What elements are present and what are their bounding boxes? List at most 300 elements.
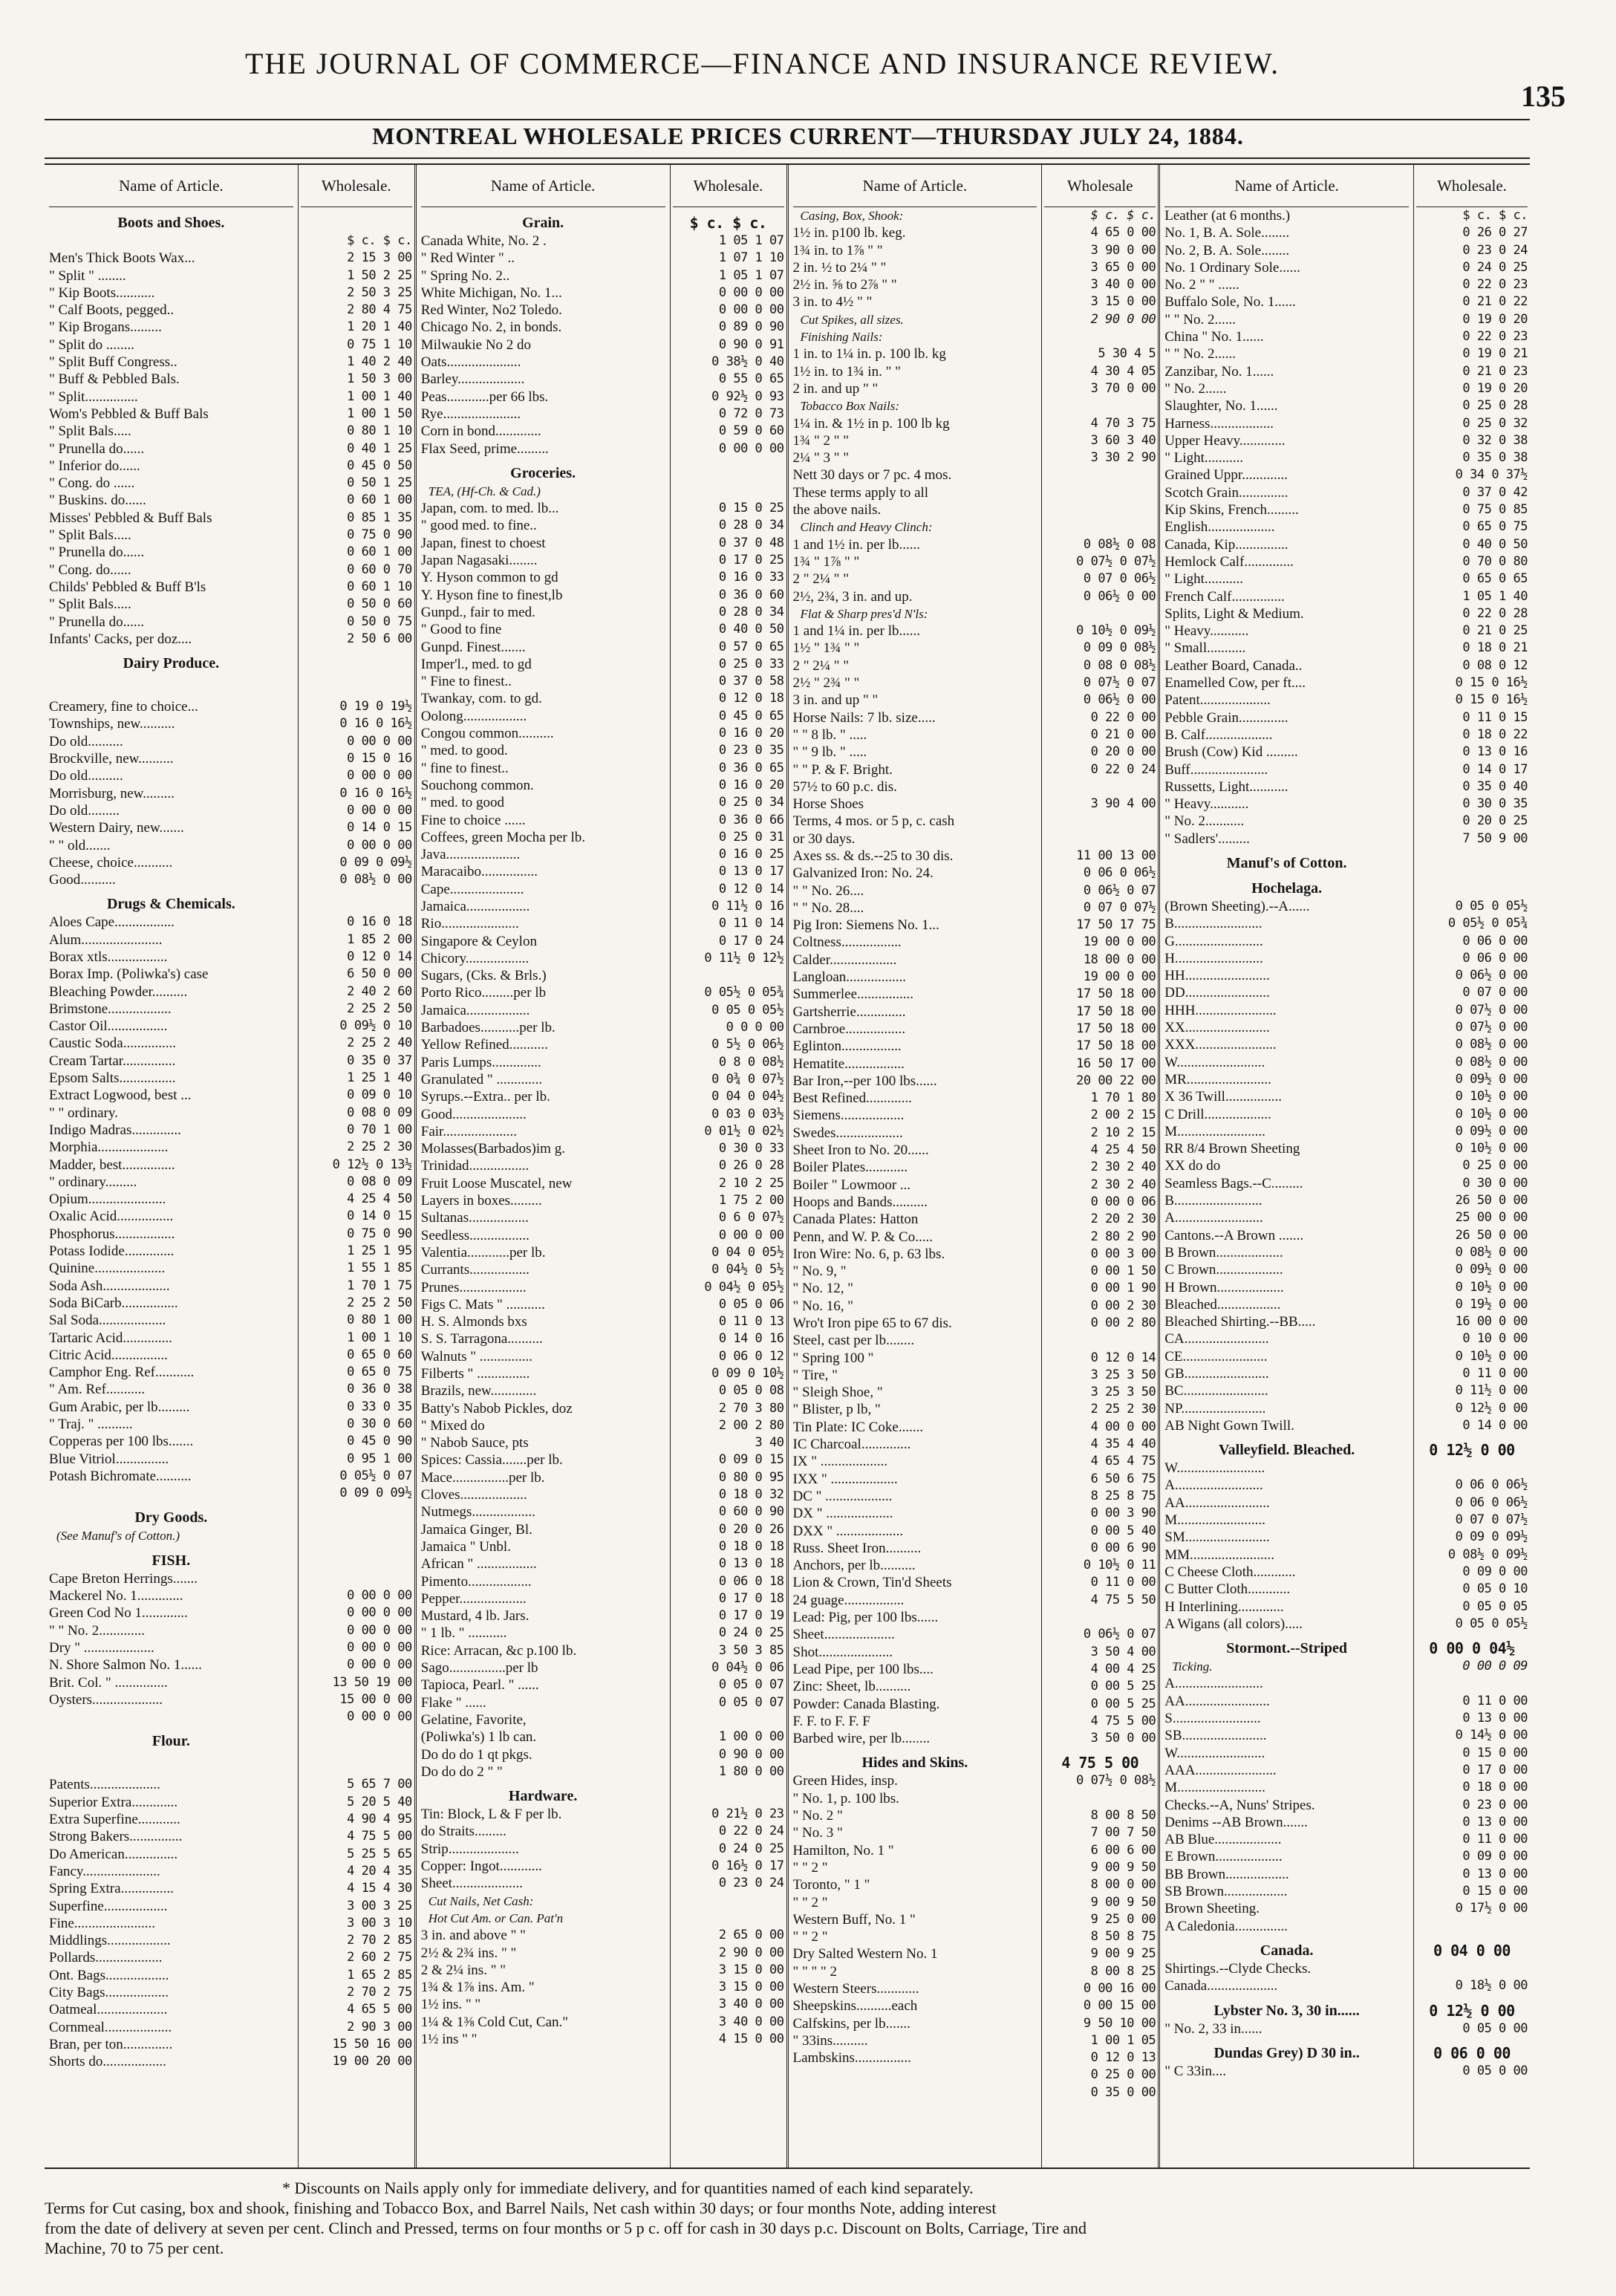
wholesale-price: 0 10½ 0 00 — [1455, 1089, 1528, 1105]
article-name: Galvanized Iron: No. 24. — [792, 865, 934, 882]
article-name: " " 8 lb. " ..... — [792, 726, 867, 743]
article-name: 2 " 2¼ " " — [792, 657, 850, 674]
wholesale-price: 0 08 0 08½ — [1083, 657, 1156, 673]
article-name: M......................... — [1164, 1123, 1265, 1139]
article-name: Castor Oil................. — [49, 1018, 168, 1035]
wholesale-price: 0 50 1 25 — [347, 475, 412, 491]
article-name: Do do do 1 qt pkgs. — [420, 1746, 532, 1763]
wholesale-price: 0 26 0 28 — [718, 1158, 784, 1174]
wholesale-price: 0 0 0 00 — [726, 1020, 784, 1035]
article-name: or 30 days. — [792, 830, 856, 847]
article-name: Casing, Box, Shook: — [800, 209, 904, 223]
article-name: X 36 Twill................ — [1164, 1089, 1282, 1105]
wholesale-price: 1 55 1 85 — [347, 1261, 412, 1276]
wholesale-price: 2 60 2 75 — [347, 1950, 412, 1965]
wholesale-price: 3 50 0 00 — [1090, 1731, 1156, 1746]
wholesale-price: 2 40 2 60 — [347, 983, 412, 999]
article-name: DXX " ................... — [792, 1523, 904, 1539]
article-name: Fancy...................... — [49, 1863, 160, 1879]
wholesale-price: 0 59 0 60 — [718, 423, 784, 439]
wholesale-price — [301, 648, 412, 673]
article-name: 1¼ & 1⅜ Cold Cut, Can." — [420, 2014, 569, 2030]
article-name — [49, 1751, 293, 1776]
wholesale-price: 0 11 0 14 — [718, 916, 784, 931]
article-name: Anchors, per lb.......... — [792, 1558, 916, 1574]
top-rule — [45, 119, 1530, 120]
category-heading: Hochelaga. — [1251, 879, 1323, 897]
article-name: 2 " 2¼ " " — [792, 571, 850, 588]
wholesale-price: 3 40 0 00 — [718, 2014, 784, 2029]
wholesale-price: 0 17 0 24 — [718, 933, 784, 949]
wholesale-price: 0 17 0 19 — [718, 1608, 784, 1624]
article-name: " med. to good — [420, 795, 504, 811]
article-name: " No. 16, " — [792, 1298, 853, 1314]
wholesale-price: 0 12½ 0 00 — [1455, 1400, 1528, 1416]
journal-title: THE JOURNAL OF COMMERCE—FINANCE AND INSURANCE REVIEW. — [245, 47, 1280, 80]
wholesale-price: 0 09 0 00 — [1462, 1849, 1528, 1864]
article-name: Japan, finest to choest — [420, 535, 546, 551]
article-name: Barley................... — [420, 371, 525, 388]
wholesale-price: 0 09 0 09½ — [339, 1486, 412, 1501]
wholesale-price: 0 24 0 25 — [1462, 259, 1528, 275]
article-name: Batty's Nabob Pickles, doz — [420, 1400, 573, 1417]
wholesale-price: 1 20 1 40 — [347, 319, 412, 335]
wholesale-price: 0 60 0 90 — [718, 1504, 784, 1520]
article-name: Spices: Cassia.......per lb. — [420, 1452, 563, 1469]
wholesale-price: 0 25 0 00 — [1090, 2067, 1156, 2083]
wholesale-price: 19 00 20 00 — [332, 2054, 412, 2069]
wholesale-price: 0 60 1 10 — [347, 579, 412, 594]
article-name: SM........................ — [1164, 1529, 1270, 1546]
article-name: Jamaica " Unbl. — [420, 1538, 511, 1555]
article-name: Ont. Bags.................. — [49, 1967, 169, 1983]
wholesale-price: 0 22 0 00 — [1090, 709, 1156, 725]
article-name: Langloan................. — [792, 969, 907, 986]
article-name: Tapioca, Pearl. " ...... — [420, 1677, 539, 1694]
article-name: " No. 2...... — [1164, 380, 1227, 397]
article-name: Brazils, new............. — [420, 1383, 537, 1399]
article-name: C Drill................... — [1164, 1106, 1271, 1122]
wholesale-price: 0 04 0 05½ — [711, 1244, 784, 1260]
wholesale-price: 0 05 0 10 — [1462, 1581, 1528, 1597]
category-heading: Groceries. — [510, 464, 576, 481]
article-name: Clinch and Heavy Clinch: — [800, 520, 933, 535]
wholesale-price: 0 25 0 00 — [1462, 1158, 1528, 1174]
footnote-line: Terms for Cut casing, box and shook, finishing and Tobacco Box, and Barrel Nails, Net cash within 30 days; or four months Note, adding interest — [45, 2199, 997, 2217]
article-name: XX do do — [1164, 1158, 1221, 1174]
article-name: Flax Seed, prime......... — [420, 440, 549, 457]
article-name — [49, 232, 293, 250]
article-name: " Kip Boots........... — [49, 284, 155, 301]
wholesale-price: 0 35 0 00 — [1090, 2084, 1156, 2100]
article-name: 1¾ " 2 " " — [792, 432, 850, 449]
article-name: Splits, Light & Medium. — [1164, 605, 1304, 622]
article-name: Upper Heavy............. — [1164, 432, 1286, 449]
wholesale-price — [1044, 501, 1156, 518]
article-name: G......................... — [1164, 933, 1263, 949]
article-name: " Light........... — [1164, 571, 1244, 588]
article-name: Cheese, choice........... — [49, 854, 173, 871]
wholesale-price: 0 14 0 00 — [1462, 1417, 1528, 1433]
article-name: China " No. 1...... — [1164, 329, 1264, 345]
wholesale-price: 0 08 0 12 — [1462, 657, 1528, 673]
article-name: Siemens.................. — [792, 1108, 905, 1124]
article-name: Fine....................... — [49, 1915, 156, 1931]
wholesale-price: 0 14 0 15 — [347, 1209, 412, 1224]
article-name: Gartsherrie.............. — [792, 1004, 906, 1020]
wholesale-price: 0 80 0 95 — [718, 1469, 784, 1485]
article-name: W......................... — [1164, 1460, 1265, 1477]
wholesale-price: 0 00 0 00 — [347, 1605, 412, 1621]
wholesale-price: 0 23 0 24 — [1462, 242, 1528, 258]
article-name: Good.......... — [49, 872, 116, 888]
article-name: " " old....... — [49, 837, 111, 853]
wholesale-price — [673, 967, 784, 984]
article-name: " Split Bals..... — [49, 596, 131, 613]
article-name: White Michigan, No. 1... — [420, 284, 562, 301]
wholesale-price: 0 15 0 16½ — [1455, 692, 1528, 708]
article-name: S. S. Tarragona.......... — [420, 1331, 543, 1347]
article-name-column — [789, 165, 1043, 2167]
article-name: " " 2 " — [792, 1859, 828, 1876]
wholesale-price: 0 22 0 28 — [1462, 605, 1528, 621]
article-name: " Calf Boots, pegged.. — [49, 302, 175, 319]
article-name: Singapore & Ceylon — [420, 933, 537, 949]
wholesale-price: 0 05 0 05½ — [711, 1002, 784, 1018]
article-name: B. Calf................... — [1164, 726, 1273, 743]
article-name: Brimstone.................. — [49, 1001, 172, 1017]
article-name: A......................... — [1164, 1676, 1263, 1692]
wholesale-price: 0 30 0 35 — [1462, 796, 1528, 812]
wholesale-price: 0 90 0 91 — [718, 336, 784, 352]
article-name: Oxalic Acid................ — [49, 1209, 174, 1225]
wholesale-price: 0 25 0 28 — [1462, 398, 1528, 414]
article-name: Souchong common. — [420, 777, 534, 793]
wholesale-price: 2 50 6 00 — [347, 631, 412, 646]
article-name: F. F. to F. F. F — [792, 1713, 870, 1729]
wholesale-price: 0 15 0 16½ — [1455, 675, 1528, 691]
article-name: Cut Nails, Net Cash: — [428, 1893, 534, 1908]
article-name: Brown Sheeting. — [1164, 1901, 1260, 1917]
wholesale-price: 3 30 2 90 — [1090, 450, 1156, 466]
article-name: Bran, per ton.............. — [49, 2036, 173, 2052]
article-name: Extra Superfine............ — [49, 1812, 180, 1828]
article-name: AB Blue................... — [1164, 1832, 1282, 1848]
article-name: Soda Ash................... — [49, 1278, 170, 1294]
wholesale-price — [1416, 848, 1528, 873]
article-name: Barbadoes...........per lb. — [420, 1020, 556, 1036]
wholesale-price: 0 12½ 0 13½ — [332, 1157, 412, 1172]
article-name: " Tire, " — [792, 1367, 838, 1383]
wholesale-price: 0 25 0 34 — [718, 795, 784, 810]
article-name: Dry " .................... — [49, 1639, 154, 1656]
wholesale-price: 3 40 — [755, 1435, 784, 1451]
wholesale-price: 0 10½ 0 09½ — [1076, 623, 1156, 639]
article-name: C Butter Cloth............ — [1164, 1581, 1291, 1598]
article-name: Fruit Loose Muscatel, new — [420, 1175, 573, 1191]
article-name: AB Night Gown Twill. — [1164, 1417, 1294, 1434]
article-name: Oysters.................... — [49, 1691, 163, 1708]
wholesale-price: 0 07½ 0 07½ — [1076, 553, 1156, 569]
category-heading: Dundas Grey) D 30 in.. — [1213, 2044, 1360, 2061]
article-name: Morphia.................... — [49, 1139, 169, 1156]
wholesale-price: 9 00 9 50 — [1090, 1894, 1156, 1910]
article-name: CE........................ — [1164, 1348, 1268, 1365]
wholesale-price: 0 08½ 0 08 — [1083, 536, 1156, 552]
wholesale-price: 0 22 0 24 — [1090, 761, 1156, 777]
wholesale-price: 2 00 2 15 — [1090, 1108, 1156, 1123]
wholesale-price: 0 65 0 75 — [347, 1365, 412, 1380]
article-name: Red Winter, No2 Toledo. — [420, 302, 562, 319]
article-name: S......................... — [1164, 1711, 1261, 1727]
wholesale-price: 0 20 0 00 — [1090, 744, 1156, 760]
article-name: " " No. 2...... — [1164, 311, 1236, 328]
article-name: C Brown................... — [1164, 1262, 1283, 1278]
wholesale-price: 0 05 0 05 — [1462, 1599, 1528, 1614]
article-name: do Straits......... — [420, 1824, 506, 1840]
wholesale-price: 2 70 2 85 — [347, 1933, 412, 1948]
wholesale-price: 1 50 3 00 — [347, 371, 412, 387]
wholesale-price: 0 13 0 00 — [1462, 1711, 1528, 1726]
wholesale-price: 3 90 0 00 — [1090, 242, 1156, 258]
article-name: Sultanas................. — [420, 1210, 529, 1226]
article-name: Hamilton, No. 1 " — [792, 1842, 894, 1858]
article-name: 57½ to 60 p.c. dis. — [792, 778, 897, 795]
article-name: Green Hides, insp. — [792, 1773, 898, 1789]
wholesale-price — [301, 1502, 412, 1527]
wholesale-price — [1044, 328, 1156, 345]
article-name: B Brown................... — [1164, 1244, 1283, 1261]
article-name: Slaughter, No. 1...... — [1164, 398, 1278, 414]
article-name: Horse Nails: 7 lb. size..... — [792, 709, 936, 726]
wholesale-price: 2 50 3 25 — [347, 284, 412, 300]
wholesale-price: 2 30 2 40 — [1090, 1160, 1156, 1175]
wholesale-price: 0 13 0 00 — [1462, 1866, 1528, 1882]
article-name: A Caledonia............... — [1164, 1918, 1288, 1934]
wholesale-price: 0 03 0 03½ — [711, 1106, 784, 1122]
article-name: " Spring 100 " — [792, 1350, 874, 1366]
article-name: Cornmeal................... — [49, 2019, 172, 2035]
wholesale-price: 0 00 2 30 — [1090, 1298, 1156, 1313]
wholesale-price: 0 00 1 90 — [1090, 1281, 1156, 1296]
wholesale-price — [301, 1545, 412, 1570]
wholesale-price: 0 04 0 04½ — [711, 1089, 784, 1105]
article-name: " Am. Ref........... — [49, 1382, 146, 1398]
wholesale-price: 0 00 3 00 — [1090, 1246, 1156, 1261]
wholesale-price: 17 50 18 00 — [1076, 1004, 1156, 1019]
article-name: 1 in. to 1¼ in. p. 100 lb. kg — [792, 346, 946, 362]
wholesale-price: 0 11 0 00 — [1090, 1575, 1156, 1590]
article-name: Boiler Plates............ — [792, 1160, 908, 1176]
wholesale-price: 3 50 3 85 — [718, 1642, 784, 1658]
article-name: 2 in. and up " " — [792, 380, 879, 397]
wholesale-price: 0 11 0 00 — [1462, 1366, 1528, 1381]
article-name: Barbed wire, per lb........ — [792, 1731, 931, 1747]
wholesale-price: 0 14 0 16 — [718, 1331, 784, 1347]
article-name: " No. 2, 33 in...... — [1164, 2020, 1262, 2037]
article-name: " Prunella do...... — [49, 614, 145, 630]
article-name: MR........................ — [1164, 1071, 1271, 1087]
article-name: Good..................... — [420, 1106, 527, 1122]
wholesale-price: 26 50 0 00 — [1455, 1193, 1528, 1209]
column-header: Wholesale. — [673, 165, 784, 207]
article-name: Prunes................... — [420, 1279, 527, 1295]
wholesale-price: 0 50 0 60 — [347, 596, 412, 612]
article-name: Flat & Sharp pres'd N'ls: — [800, 606, 928, 621]
wholesale-price: 2 15 3 00 — [347, 250, 412, 266]
wholesale-price: 0 26 0 27 — [1462, 225, 1528, 241]
wholesale-price: 0 36 0 66 — [718, 812, 784, 827]
wholesale-price: 4 65 5 00 — [347, 2002, 412, 2017]
wholesale-price: 0 70 1 00 — [347, 1122, 412, 1137]
article-name: Superior Extra............. — [49, 1794, 178, 1810]
wholesale-price: 4 75 5 00 — [347, 1829, 412, 1844]
wholesale-price: 2 25 2 30 — [1090, 1402, 1156, 1417]
wholesale-price: 3 50 4 00 — [1090, 1644, 1156, 1659]
article-name: " " No. 28.... — [792, 900, 864, 916]
article-name: Best Refined............. — [792, 1090, 912, 1107]
article-name: Java..................... — [420, 847, 521, 863]
article-name: 1 and 1¼ in. per lb...... — [792, 623, 921, 640]
category-heading: Boots and Shoes. — [117, 215, 225, 231]
wholesale-price: 18 00 0 00 — [1083, 952, 1156, 967]
article-name: Zinc: Sheet, lb.......... — [792, 1679, 911, 1695]
wholesale-price: 1 05 1 07 — [718, 267, 784, 283]
article-name: XX........................ — [1164, 1020, 1270, 1036]
article-name — [49, 1708, 293, 1726]
article-name: Sal Soda................... — [49, 1313, 166, 1329]
wholesale-price: 4 75 5 50 — [1090, 1592, 1156, 1607]
article-name: Alum....................... — [49, 931, 163, 948]
article-name: Hot Cut Am. or Can. Pat'n — [428, 1910, 564, 1925]
article-name: Townships, new.......... — [49, 716, 175, 732]
wholesale-price: 19 00 0 00 — [1083, 934, 1156, 950]
article-name: H. S. Almonds bxs — [420, 1314, 527, 1330]
article-name: Opium...................... — [49, 1191, 166, 1208]
article-name: " Heavy........... — [1164, 623, 1249, 640]
article-name: HHH....................... — [1164, 1002, 1277, 1018]
article-name: " Spring No. 2.. — [420, 267, 510, 284]
article-name: " Split do ........ — [49, 336, 134, 353]
wholesale-price: 0 00 0 06 — [1090, 1194, 1156, 1209]
wholesale-price: 0 25 0 31 — [718, 829, 784, 845]
wholesale-price: 0 09 0 09½ — [1455, 1529, 1528, 1545]
wholesale-price: 0 36 0 65 — [718, 760, 784, 775]
article-name: Bleaching Powder.......... — [49, 983, 188, 1000]
wholesale-price: 4 75 5 00 — [1090, 1713, 1156, 1728]
wholesale-price: 0 06½ 0 07 — [1083, 882, 1156, 898]
article-name: Walnuts " ............... — [420, 1348, 533, 1365]
article-name: Seedless................. — [420, 1227, 530, 1243]
wholesale-price: 0 28 0 34 — [718, 518, 784, 533]
wholesale-price: 0 05½ 0 05¾ — [1447, 916, 1528, 931]
wholesale-price: 3 90 4 00 — [1090, 796, 1156, 812]
wholesale-price: 1 70 1 80 — [1090, 1090, 1156, 1106]
article-name: Wom's Pebbled & Buff Bals — [49, 406, 209, 422]
wholesale-price: 0 14 0 15 — [347, 820, 412, 836]
article-name: English................... — [1164, 519, 1275, 536]
wholesale-price: 0 07 0 07½ — [1083, 900, 1156, 915]
wholesale-price: 0 05 0 05½ — [1455, 1616, 1528, 1631]
wholesale-price: 0 06½ 0 00 — [1083, 692, 1156, 708]
wholesale-price: 1 25 1 40 — [347, 1070, 412, 1086]
wholesale-price: 0 11 0 00 — [1462, 1693, 1528, 1708]
article-name: Creamery, fine to choice... — [49, 699, 198, 715]
category-heading: Dry Goods. — [134, 1509, 208, 1526]
wholesale-price: 1 70 1 75 — [347, 1278, 412, 1293]
article-name: Pimento.................. — [420, 1573, 532, 1590]
wholesale-price: 1 00 1 05 — [1090, 2032, 1156, 2048]
wholesale-price: 0 16 0 16½ — [339, 716, 412, 732]
article-name: " " ordinary. — [49, 1105, 118, 1121]
article-name: City Bags.................. — [49, 1985, 169, 2001]
wholesale-price: 0 11½ 0 16 — [711, 898, 784, 914]
article-name: " Kip Brogans......... — [49, 319, 162, 336]
article-name: Green Cod No 1............. — [49, 1605, 188, 1622]
article-name: Yellow Refined........... — [420, 1037, 548, 1053]
wholesale-price — [673, 1910, 784, 1927]
wholesale-price: 0 12½ 0 00 — [1429, 1441, 1515, 1460]
column-group — [1160, 165, 1530, 2167]
wholesale-price: 0 20 0 25 — [1462, 813, 1528, 829]
wholesale-price — [1044, 1609, 1156, 1626]
article-name: Y. Hyson common to gd — [420, 570, 558, 586]
article-name: Mackerel No. 1............. — [49, 1588, 183, 1604]
article-name: Valentia............per lb. — [420, 1244, 546, 1261]
article-name: Axes ss. & ds.--25 to 30 dis. — [792, 848, 954, 864]
wholesale-price: 1 05 1 07 — [718, 233, 784, 248]
wholesale-price: 0 57 0 65 — [718, 639, 784, 654]
article-name: Horse Shoes — [792, 796, 864, 813]
wholesale-price: 3 15 0 00 — [718, 1962, 784, 1977]
wholesale-price: 5 25 5 65 — [347, 1846, 412, 1861]
wholesale-price: 0 06½ 0 00 — [1083, 588, 1156, 604]
article-name: " Good to fine — [420, 622, 502, 638]
article-name: Oolong.................. — [420, 708, 527, 724]
article-name: XXX....................... — [1164, 1037, 1277, 1053]
wholesale-price: 0 00 0 00 — [718, 302, 784, 318]
wholesale-price: 4 65 0 00 — [1090, 225, 1156, 241]
article-name: W......................... — [1164, 1054, 1265, 1070]
wholesale-price: 7 00 7 50 — [1090, 1825, 1156, 1841]
wholesale-price: 2 80 2 90 — [1090, 1229, 1156, 1244]
article-name: Bar Iron,--per 100 lbs...... — [792, 1073, 937, 1089]
wholesale-price: 3 40 0 00 — [718, 1997, 784, 2012]
article-name: " Split............... — [49, 388, 138, 405]
article-name: " ordinary......... — [49, 1174, 137, 1190]
wholesale-price: 0 37 0 58 — [718, 674, 784, 689]
wholesale-price: 0 16 0 16½ — [339, 785, 412, 801]
article-name: Seamless Bags.--C......... — [1164, 1175, 1303, 1191]
article-name: SB........................ — [1164, 1728, 1267, 1744]
article-name: Jamaica.................. — [420, 1002, 530, 1018]
wholesale-price: 0 09½ 0 10 — [339, 1018, 412, 1034]
price-table — [45, 163, 1530, 2169]
wholesale-price: 0 18 0 32 — [718, 1487, 784, 1503]
wholesale-price: 0 92½ 0 93 — [711, 388, 784, 404]
article-name: Ticking. — [1172, 1659, 1213, 1674]
wholesale-price: 0 75 1 10 — [347, 336, 412, 352]
wholesale-price: 0 00 0 00 — [347, 1622, 412, 1638]
article-name: 1½ ins " " — [420, 2031, 478, 2047]
wholesale-price: 0 80 1 00 — [347, 1313, 412, 1328]
wholesale-price: $ c. $ c. — [689, 214, 767, 232]
article-name: Maracaibo................ — [420, 864, 538, 880]
wholesale-price: 0 00 16 00 — [1083, 1980, 1156, 1996]
article-name: French Calf............... — [1164, 588, 1285, 605]
article-name: Pepper................... — [420, 1590, 527, 1607]
article-name: Nutmegs.................. — [420, 1504, 535, 1521]
